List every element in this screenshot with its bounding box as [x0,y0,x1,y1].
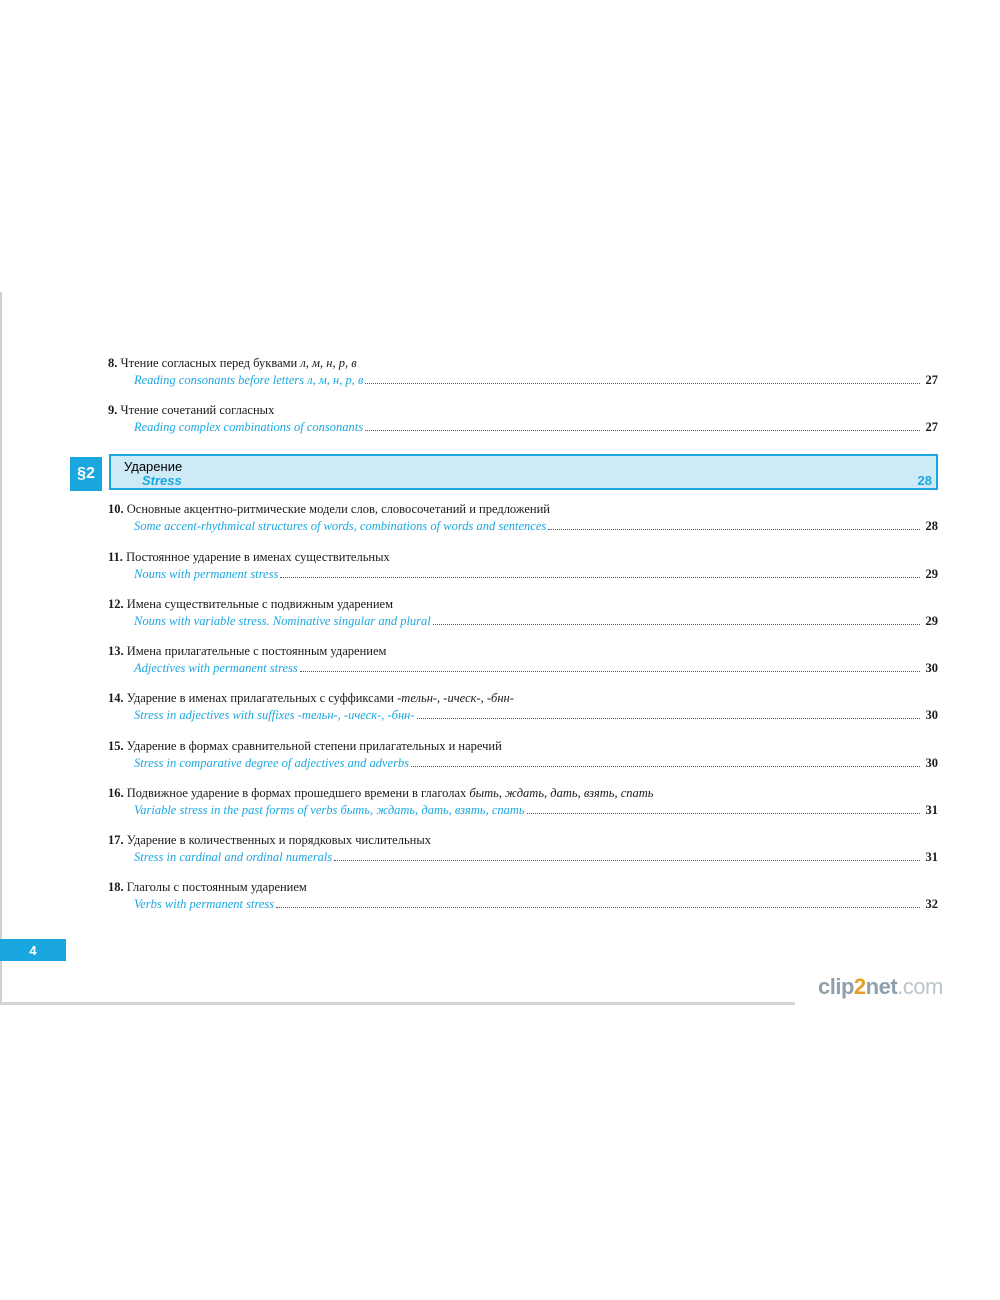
toc-entry-title-ru: 13. Имена прилагательные с постоянным ударением [108,644,387,658]
dot-leader [365,382,920,384]
dot-leader [433,623,920,625]
page-edge-bottom [0,1002,795,1005]
toc-entry[interactable] [108,690,938,723]
section-page-number: 28 [917,473,932,488]
toc-entry[interactable] [108,879,938,912]
toc-entry-title-ru: 15. Ударение в формах сравнительной степени прилагательных и наречий [108,739,502,753]
dot-leader [300,670,920,672]
section-title-en: Stress [142,473,182,488]
toc-page-number: 32 [925,897,938,911]
toc-page-number: 29 [925,567,938,581]
toc-page-number: 31 [925,803,938,817]
page-edge-left [0,292,2,1004]
toc-entry[interactable] [108,402,938,435]
toc-entry-title-ru: 12. Имена существительные с подвижным ударением [108,597,393,611]
section-header[interactable] [109,454,938,490]
toc-entry-title-en: Adjectives with permanent stress [134,661,298,675]
toc-entry-title-ru: 9. Чтение сочетаний согласных [108,403,275,417]
toc-entry[interactable] [108,738,938,771]
toc-entry[interactable] [108,549,938,582]
toc-entry[interactable] [108,643,938,676]
toc-entry-title-ru: 10. Основные акцентно-ритмические модели слов, словосочетаний и предложений [108,502,550,516]
page-number-tab: 4 [0,939,66,961]
toc-entry-title-en: Reading consonants before letters л, м, н, р, в [134,373,364,387]
toc-entry[interactable] [108,785,938,818]
toc-entry[interactable] [108,501,938,534]
toc-entry-title-ru: 11. Постоянное ударение в именах существительных [108,550,390,564]
dot-leader [411,765,920,767]
toc-page-number: 30 [925,661,938,675]
toc-entry[interactable] [108,596,938,629]
toc-entry-title-en: Stress in adjectives with suffixes -тельн-, -ическ-, -бнн- [134,708,415,722]
toc-entry-title-en: Stress in comparative degree of adjectives and adverbs [134,756,410,770]
dot-leader [417,717,920,719]
toc-entry-title-en: Nouns with variable stress. Nominative singular and plural [134,614,431,628]
toc-page-number: 27 [925,420,938,434]
toc-entry-title-en: Stress in cardinal and ordinal numerals [134,850,333,864]
toc-entry-title-ru: 8. Чтение согласных перед буквами л, м, н, р, в [108,356,357,370]
toc-page-number: 31 [925,850,938,864]
toc-entry-title-ru: 14. Ударение в именах прилагательных с суффиксами -тельн-, -ическ-, -бнн- [108,691,514,705]
toc-entry-title-en: Nouns with permanent stress [134,567,279,581]
dot-leader [527,812,920,814]
dot-leader [548,528,920,530]
toc-page-number: 30 [925,708,938,722]
toc-page-number: 27 [925,373,938,387]
section-title-ru: Ударение [124,459,183,474]
toc-entry-title-ru: 17. Ударение в количественных и порядковых числительных [108,833,431,847]
document-page [0,292,1000,1012]
section-badge: §2 [70,457,102,491]
toc-page-number: 30 [925,756,938,770]
toc-entry-title-en: Variable stress in the past forms of verbs быть, ждать, дать, взять, спать [134,803,525,817]
toc-entry[interactable] [108,355,938,388]
toc-entry[interactable] [108,832,938,865]
dot-leader [276,906,920,908]
watermark-logo: clip2net.com [818,974,943,999]
toc-page-number: 28 [925,519,938,533]
toc-entry-title-en: Verbs with permanent stress [134,897,275,911]
dot-leader [365,429,920,431]
toc-page-number: 29 [925,614,938,628]
toc-entry-title-ru: 16. Подвижное ударение в формах прошедшего времени в глаголах быть, ждать, дать, взять, спать [108,786,654,800]
dot-leader [334,859,920,861]
toc-entry-title-ru: 18. Глаголы с постоянным ударением [108,880,307,894]
toc-entry-title-en: Reading complex combinations of consonants [134,420,364,434]
toc-entry-title-en: Some accent-rhythmical structures of words, combinations of words and sentences [134,519,547,533]
dot-leader [280,576,920,578]
